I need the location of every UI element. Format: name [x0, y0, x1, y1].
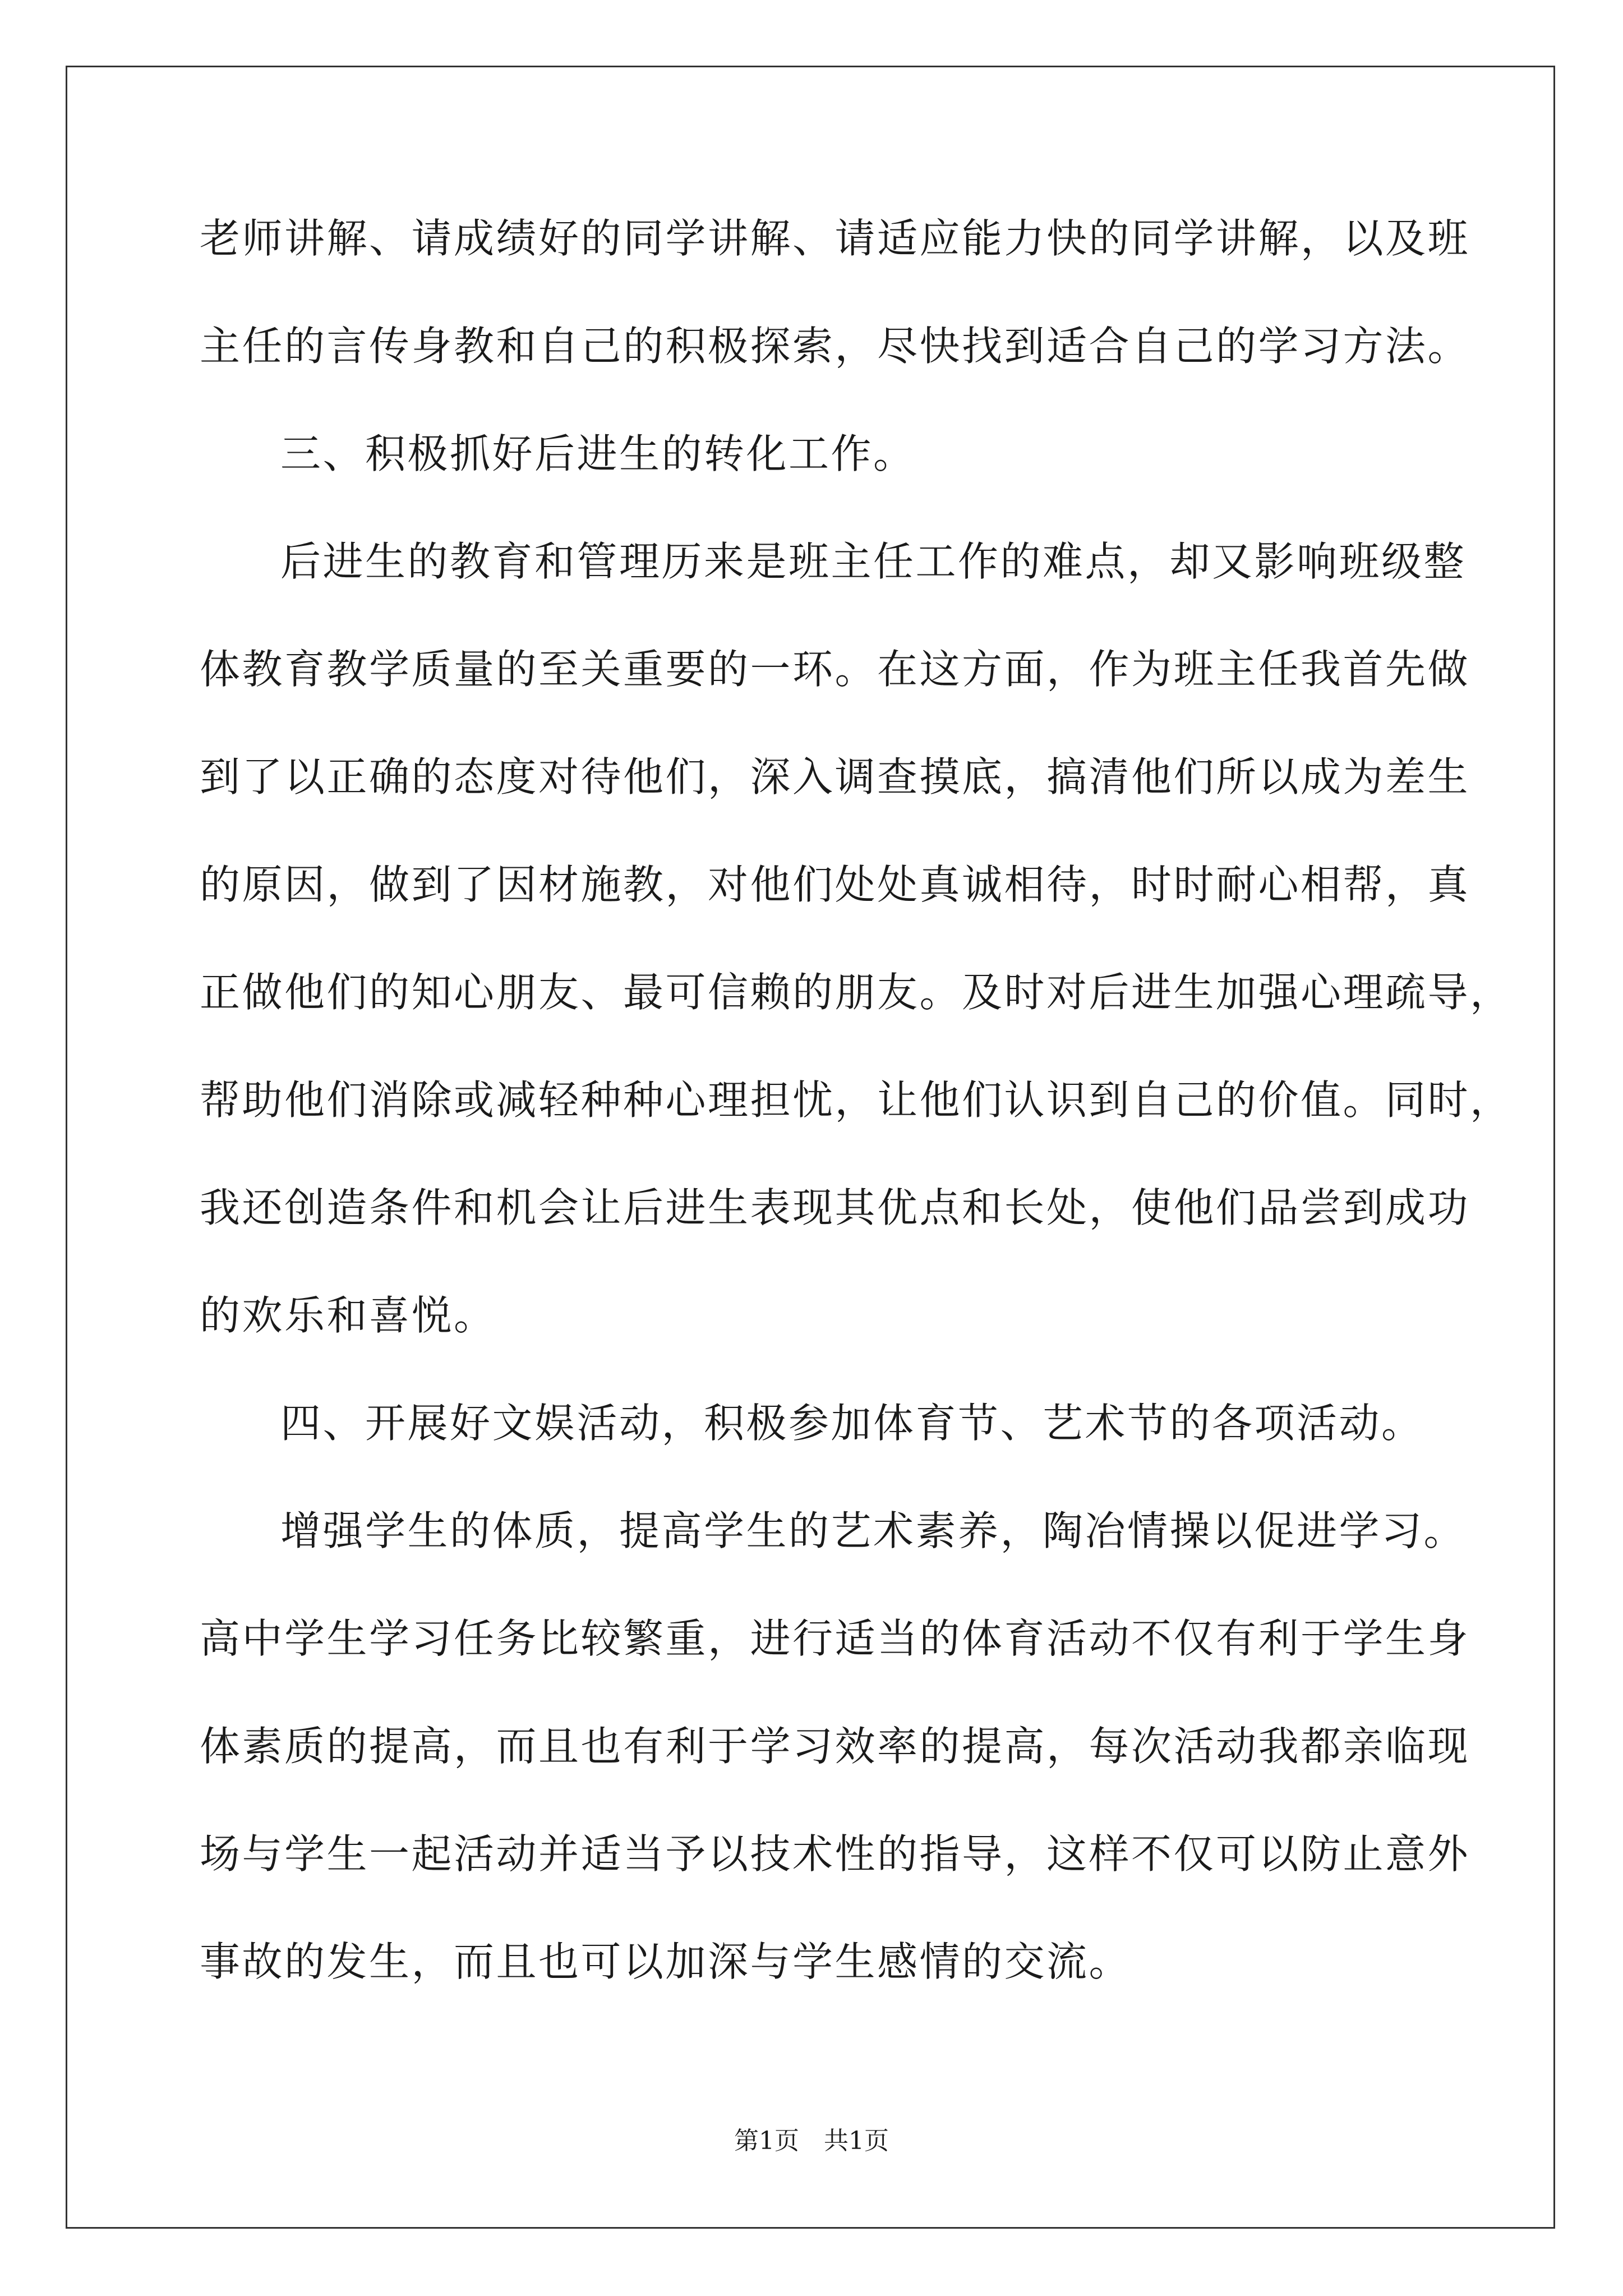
page-footer: 第1页 共1页 — [734, 2127, 889, 2155]
text-line: 到了以正确的态度对待他们，深入调查摸底，搞清他们所以成为差生 — [200, 753, 1470, 800]
text-line: 老师讲解、请成绩好的同学讲解、请适应能力快的同学讲解，以及班 — [200, 215, 1470, 262]
text-line: 体素质的提高，而且也有利于学习效率的提高，每次活动我都亲临现 — [200, 1723, 1470, 1770]
text-line: 后进生的教育和管理历来是班主任工作的难点，却又影响班级整 — [280, 538, 1467, 585]
text-line: 正做他们的知心朋友、最可信赖的朋友。及时对后进生加强心理疏导， — [200, 969, 1513, 1016]
text-line: 的原因，做到了因材施教，对他们处处真诚相待，时时耐心相帮，真 — [200, 861, 1470, 908]
text-line: 场与学生一起活动并适当予以技术性的指导，这样不仅可以防止意外 — [200, 1830, 1470, 1878]
text-line: 我还创造条件和机会让后进生表现其优点和长处，使他们品尝到成功 — [200, 1184, 1470, 1231]
text-line: 高中学生学习任务比较繁重，进行适当的体育活动不仅有利于学生身 — [200, 1615, 1470, 1662]
text-line: 主任的言传身教和自己的积极探索，尽快找到适合自己的学习方法。 — [200, 323, 1470, 370]
section-heading: 四、开展好文娱活动，积极参加体育节、艺术节的各项活动。 — [280, 1400, 1424, 1447]
text-line: 体教育教学质量的至关重要的一环。在这方面，作为班主任我首先做 — [200, 646, 1470, 693]
document-body — [200, 215, 1513, 2047]
text-line: 增强学生的体质，提高学生的艺术素养，陶冶情操以促进学习。 — [280, 1507, 1467, 1554]
text-line: 事故的发生，而且也可以加深与学生感情的交流。 — [200, 1938, 1132, 1985]
text-line: 帮助他们消除或减轻种种心理担忧，让他们认识到自己的价值。同时， — [200, 1076, 1513, 1124]
text-line: 的欢乐和喜悦。 — [200, 1292, 496, 1339]
section-heading: 三、积极抓好后进生的转化工作。 — [280, 430, 916, 477]
